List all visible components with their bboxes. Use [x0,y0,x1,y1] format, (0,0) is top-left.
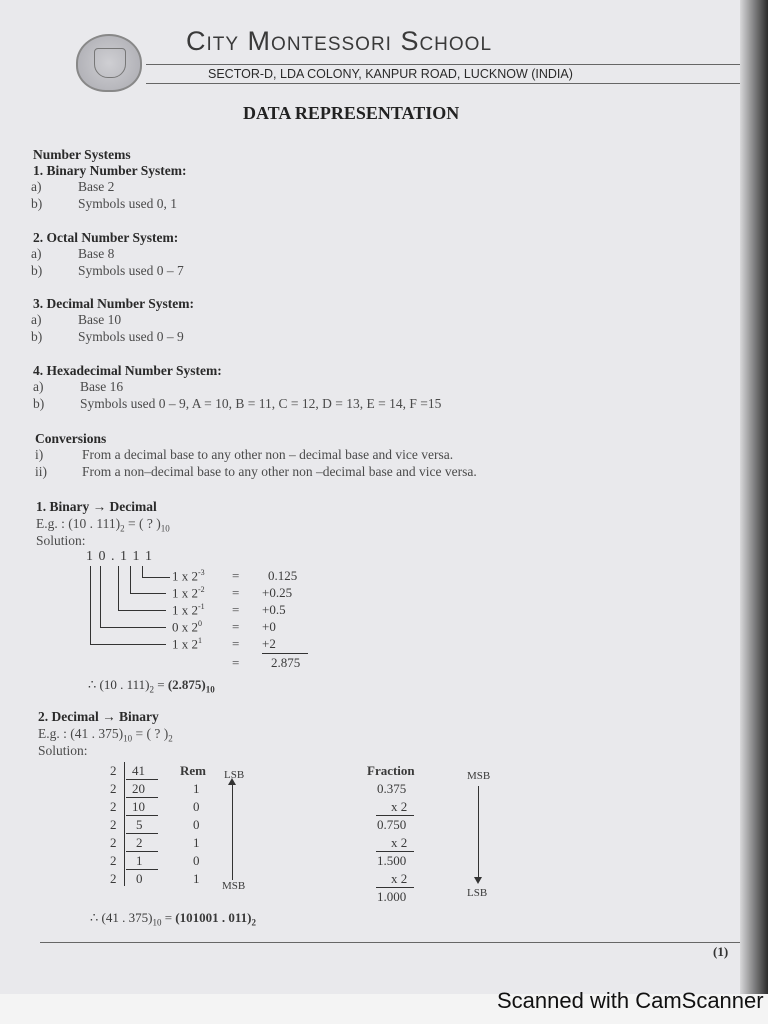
solution-label: Solution: [36,533,86,548]
conversion-item: From a non–decimal base to any other non –decimal base and vice versa. [82,464,477,479]
item-label: a) [31,312,42,327]
fraction-multiplier: x 2 [391,799,408,814]
system-base: Base 8 [78,246,115,261]
connector-line [100,566,101,627]
system-symbols: Symbols used 0 – 9 [78,329,184,344]
item-label: b) [33,396,45,411]
divisor: 2 [110,835,117,850]
fraction-header: Fraction [367,763,415,778]
footer-rule [40,942,740,943]
item-label: i) [35,447,44,462]
fraction-multiplier: x 2 [391,835,408,850]
lsb-label: LSB [467,887,488,899]
connector-line [118,610,166,611]
system-title: 3. Decimal Number System: [33,296,194,311]
arrow-up-icon [228,778,236,785]
arrow-line [478,786,479,878]
connector-line [130,593,166,594]
remainder: 0 [193,799,200,814]
connector-line [118,566,119,610]
fraction-rule [376,887,414,888]
power-value: +0.5 [262,602,286,617]
connector-line [90,644,166,645]
header-rule-bottom [146,83,740,84]
example-line: E.g. : (41 . $375)_{10}$ = ( ? )$_2$ [38,726,173,744]
division-rule [126,779,158,780]
connector-line [142,577,170,578]
item-label: a) [31,246,42,261]
power-term: 0 x $2^0$ [172,619,202,635]
fraction-rule [376,851,414,852]
remainder: 0 [193,817,200,832]
conversion-item: From a decimal base to any other non – decimal base and vice versa. [82,447,454,462]
power-value: +0.25 [262,585,293,600]
fraction-value: 0.375 [377,781,407,796]
sum-total: 2.875 [271,655,301,670]
system-title: 2. Octal Number System: [33,230,179,245]
item-label: b) [31,329,43,344]
divisor: 2 [110,781,117,796]
item-label: b) [31,196,43,211]
divisor: 2 [110,853,117,868]
divisor: 2 [110,871,117,886]
arrow-line [232,784,233,880]
system-title: 1. Binary Number System: [33,163,187,178]
remainder-header: Rem [180,763,206,778]
equals-sign: = [232,619,240,634]
connector-line [142,566,143,577]
page-edge-shadow [740,0,768,994]
item-label: a) [33,379,44,394]
item-label: b) [31,263,43,278]
school-name: City Montessori School [186,26,493,56]
division-rule [126,797,158,798]
sum-rule [262,653,308,654]
power-term: 1 x $2^{-2}$ [172,585,205,601]
lsb-label: LSB [224,769,245,781]
system-symbols: Symbols used 0 – 7 [78,263,184,278]
division-bar [124,762,125,886]
division-rule [126,833,158,834]
equals-sign: = [232,602,240,617]
equals-sign: = [232,568,240,583]
fraction-value: 1.000 [377,889,407,904]
fraction-multiplier: x 2 [391,871,408,886]
binary-number: 1 0 . 1 1 1 [86,549,153,564]
quotient: 41 [132,763,145,778]
remainder: 1 [193,835,200,850]
fraction-value: 0.750 [377,817,407,832]
power-term: 1 x $2^{-3}$ [172,568,205,584]
equals-sign: = [232,585,240,600]
solution-label: Solution: [38,743,88,758]
remainder: 1 [193,781,200,796]
system-base: Base 2 [78,179,115,194]
power-value: 0.125 [268,568,298,583]
system-symbols: Symbols used 0 – 9, A = 10, B = 11, C = 12, D = 13, E = 14, F =15 [80,396,442,411]
arrow-down-icon [474,877,482,884]
divisor: 2 [110,817,117,832]
connector-line [90,566,91,644]
remainder: 0 [193,853,200,868]
section-heading: Conversions [35,431,107,446]
division-rule [126,851,158,852]
division-rule [126,869,158,870]
item-label: ii) [35,464,47,479]
section-heading: Number Systems [33,147,131,162]
power-term: 1 x $2^1$ [172,636,202,652]
quotient: 1 [136,853,143,868]
quotient: 20 [132,781,145,796]
result-line: ∴ (41 . $375)_{10} = (101001$ . $011)_2$ [90,910,256,928]
system-base: Base 16 [80,379,124,394]
item-label: a) [31,179,42,194]
school-crest-logo [76,34,142,92]
header-rule-top [146,64,740,65]
power-value: +2 [262,636,276,651]
msb-label: MSB [467,770,491,782]
fraction-value: 1.500 [377,853,407,868]
system-symbols: Symbols used 0, 1 [78,196,178,211]
msb-label: MSB [222,880,246,892]
quotient: 0 [136,871,143,886]
fraction-rule [376,815,414,816]
result-line: ∴ (10 . $111)_2 = (2.875)_{10}$ [88,677,215,695]
page-title: DATA REPRESENTATION [243,103,460,123]
scanner-watermark: Scanned with CamScanner [497,988,764,1013]
quotient: 10 [132,799,145,814]
quotient: 2 [136,835,143,850]
section-heading: 1. Binary → Decimal [36,499,157,514]
system-base: Base 10 [78,312,122,327]
divisor: 2 [110,799,117,814]
connector-line [100,627,166,628]
section-heading: 2. Decimal → Binary [38,709,159,724]
school-address: SECTOR-D, LDA COLONY, KANPUR ROAD, LUCKNOW (INDIA) [208,67,573,81]
equals-sign: = [232,636,240,651]
remainder: 1 [193,871,200,886]
example-line: E.g. : (10 . $111)_2$ = ( ? )$_{10}$ [36,516,170,534]
power-value: +0 [262,619,276,634]
equals-sign: = [232,655,240,670]
quotient: 5 [136,817,143,832]
power-term: 1 x $2^{-1}$ [172,602,205,618]
page-number: (1) [713,944,729,959]
system-title: 4. Hexadecimal Number System: [33,363,222,378]
divisor: 2 [110,763,117,778]
connector-line [130,566,131,593]
division-rule [126,815,158,816]
